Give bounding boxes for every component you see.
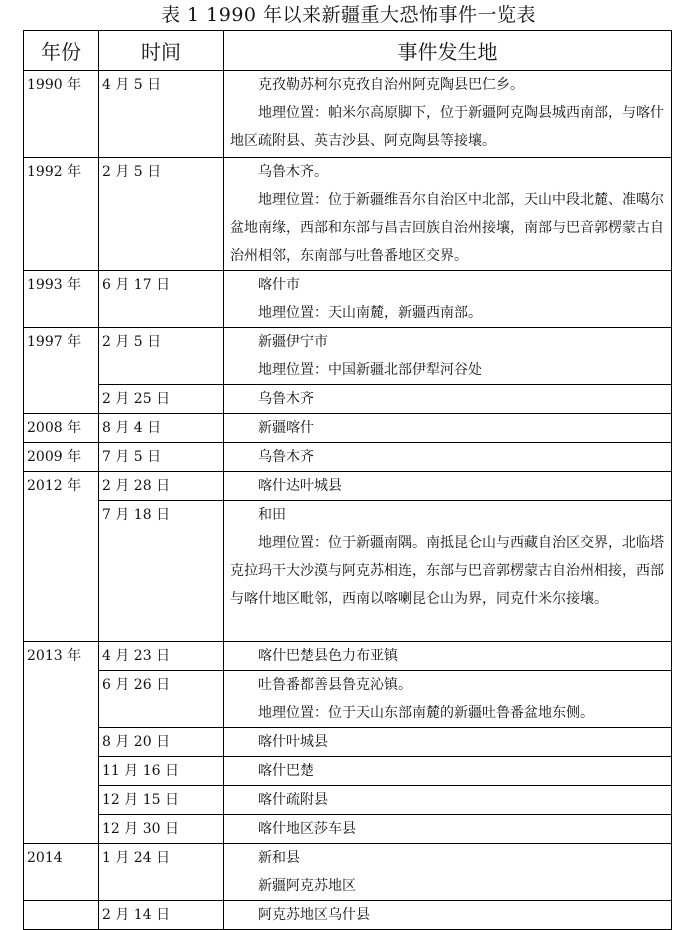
time-cell: 2 月 25 日 — [99, 385, 224, 414]
time-cell: 7 月 5 日 — [99, 443, 224, 472]
place-text-2: 新疆阿克苏地区 — [258, 878, 356, 894]
table-row — [24, 728, 672, 757]
location-cell — [224, 158, 672, 271]
year-cell: 1993 年 — [24, 271, 99, 328]
place-text: 和田 — [258, 507, 286, 523]
table-row — [24, 443, 672, 472]
time-cell: 1 月 24 日 — [99, 844, 224, 901]
place-text: 新和县 — [258, 850, 300, 866]
location-cell — [224, 271, 672, 328]
year-cell: 2013 年 — [24, 642, 99, 844]
year-cell: 1992 年 — [24, 158, 99, 271]
header-row — [24, 31, 672, 71]
place-text: 喀什巴楚县色力布亚镇 — [258, 648, 398, 664]
time-cell: 2 月 5 日 — [99, 328, 224, 385]
header-location: 事件发生地 — [224, 31, 672, 71]
location-cell — [224, 757, 672, 786]
header-year: 年份 — [24, 31, 99, 71]
table-row — [24, 385, 672, 414]
time-cell: 12 月 15 日 — [99, 786, 224, 815]
table-row — [24, 271, 672, 328]
place-text: 喀什达叶城县 — [258, 478, 342, 494]
location-cell — [224, 844, 672, 901]
location-cell — [224, 728, 672, 757]
year-cell: 2009 年 — [24, 443, 99, 472]
table-caption: 表 1 1990 年以来新疆重大恐怖事件一览表 — [160, 4, 537, 26]
time-cell: 4 月 23 日 — [99, 642, 224, 671]
year-cell — [24, 901, 99, 930]
time-cell: 2 月 28 日 — [99, 472, 224, 501]
time-cell: 2 月 14 日 — [99, 901, 224, 930]
table-row — [24, 501, 672, 642]
location-cell — [224, 786, 672, 815]
year-cell: 2014 — [24, 844, 99, 901]
time-cell: 11 月 16 日 — [99, 757, 224, 786]
table-row — [24, 158, 672, 271]
year-cell: 1997 年 — [24, 328, 99, 414]
table-row — [24, 786, 672, 815]
year-cell: 2008 年 — [24, 414, 99, 443]
geo-text: 地理位置：天山南麓，新疆西南部。 — [258, 305, 482, 321]
location-cell — [224, 385, 672, 414]
time-cell: 2 月 5 日 — [99, 158, 224, 271]
place-text: 阿克苏地区乌什县 — [258, 907, 370, 923]
geo-text: 地理位置：位于新疆南隅。南抵昆仑山与西藏自治区交界，北临塔克拉玛干大沙漠与阿克苏相连，东部与巴音郭楞蒙古自治州相接，西部与喀什地区毗邻，西南以喀喇昆仑山为界，同克什米尔接壤。 — [230, 535, 664, 607]
place-text: 新疆伊宁市 — [258, 334, 328, 350]
place-text: 乌鲁木齐 — [258, 449, 314, 465]
time-cell: 4 月 5 日 — [99, 71, 224, 158]
location-cell — [224, 642, 672, 671]
place-text: 克孜勒苏柯尔克孜自治州阿克陶县巴仁乡。 — [258, 77, 524, 93]
header-time: 时间 — [99, 31, 224, 71]
geo-text: 地理位置：位于新疆维吾尔自治区中北部，天山中段北麓、准噶尔盆地南缘，西部和东部与昌吉回族自治州接壤，南部与巴音郭楞蒙古自治州相邻，东南部与吐鲁番地区交界。 — [230, 192, 664, 264]
location-cell — [224, 414, 672, 443]
table-row — [24, 671, 672, 728]
place-text: 乌鲁木齐 — [258, 391, 314, 407]
geo-text: 地理位置：中国新疆北部伊犁河谷处 — [258, 362, 482, 378]
location-cell — [224, 501, 672, 642]
table-row — [24, 472, 672, 501]
table-row — [24, 414, 672, 443]
place-text: 吐鲁番都善县鲁克沁镇。 — [258, 677, 412, 693]
place-text: 乌鲁木齐。 — [258, 164, 328, 180]
place-text: 喀什疏附县 — [258, 792, 328, 808]
location-cell — [224, 671, 672, 728]
time-cell: 12 月 30 日 — [99, 815, 224, 844]
location-cell — [224, 443, 672, 472]
table-row — [24, 328, 672, 385]
geo-text: 地理位置：位于天山东部南麓的新疆吐鲁番盆地东侧。 — [258, 705, 594, 721]
place-text: 喀什叶城县 — [258, 734, 328, 750]
time-cell: 6 月 17 日 — [99, 271, 224, 328]
location-cell — [224, 815, 672, 844]
geo-text: 地理位置：帕米尔高原脚下，位于新疆阿克陶县城西南部，与喀什地区疏附县、英吉沙县、阿克陶县等接壤。 — [230, 105, 664, 149]
table-row — [24, 71, 672, 158]
place-text: 喀什地区莎车县 — [258, 821, 356, 837]
time-cell: 7 月 18 日 — [99, 501, 224, 642]
table-row — [24, 901, 672, 930]
location-cell — [224, 472, 672, 501]
location-cell — [224, 71, 672, 158]
table-row — [24, 815, 672, 844]
year-cell: 2012 年 — [24, 472, 99, 642]
terror-events-table — [23, 30, 672, 930]
time-cell: 8 月 20 日 — [99, 728, 224, 757]
place-text: 新疆喀什 — [258, 420, 314, 436]
place-text: 喀什市 — [258, 277, 300, 293]
year-cell: 1990 年 — [24, 71, 99, 158]
table-row — [24, 757, 672, 786]
time-cell: 6 月 26 日 — [99, 671, 224, 728]
location-cell — [224, 328, 672, 385]
place-text: 喀什巴楚 — [258, 763, 314, 779]
time-cell: 8 月 4 日 — [99, 414, 224, 443]
table-row — [24, 844, 672, 901]
location-cell — [224, 901, 672, 930]
table-row — [24, 642, 672, 671]
